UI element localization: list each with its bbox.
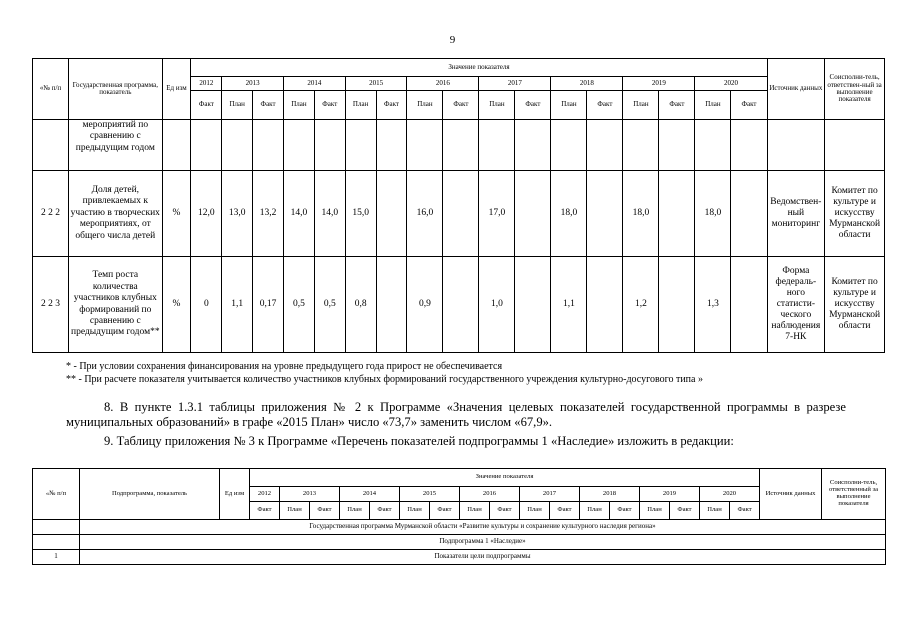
fact-subheader: Факт [659, 91, 695, 120]
value-cell [407, 120, 443, 171]
value-cell: 1,1 [222, 257, 253, 353]
program-row: Государственная программа Мурманской области «Развитие культуры и сохранение культурного наследия региона» [80, 520, 886, 535]
year-header: 2017 [479, 77, 551, 91]
value-cell [515, 257, 551, 353]
plan-subheader: План [345, 91, 376, 120]
value-cell: 15,0 [345, 171, 376, 257]
values-group-header: Значение показателя [191, 59, 767, 77]
row-num: 2 2 2 [33, 171, 69, 257]
row-unit: % [162, 257, 191, 353]
value-cell [623, 120, 659, 171]
value-cell [443, 120, 479, 171]
value-cell: 18,0 [623, 171, 659, 257]
value-cell [551, 120, 587, 171]
col-source-header: Источник данных [767, 59, 825, 120]
footnote-1: * - При условии сохранения финансирования на уровне предыдущего года прирост не обеспечивается [66, 361, 503, 372]
year-header: 2018 [580, 487, 640, 502]
row-num [33, 120, 69, 171]
year-header: 2014 [283, 77, 345, 91]
year-header: 2012 [250, 487, 280, 502]
fact-subheader: Факт [250, 502, 280, 520]
value-cell [376, 257, 407, 353]
value-cell: 1,3 [695, 257, 731, 353]
value-cell [314, 120, 345, 171]
fact-subheader: Факт [376, 91, 407, 120]
year-header: 2020 [695, 77, 767, 91]
plan-subheader: План [222, 91, 253, 120]
plan-subheader: План [623, 91, 659, 120]
values-group-header: Значение показателя [250, 469, 760, 487]
table-row [33, 120, 885, 171]
value-cell: 0,17 [253, 257, 284, 353]
value-cell: 0,5 [283, 257, 314, 353]
row-unit: % [162, 171, 191, 257]
value-cell [515, 171, 551, 257]
value-cell: 13,0 [222, 171, 253, 257]
year-header: 2013 [280, 487, 340, 502]
value-cell: 18,0 [695, 171, 731, 257]
col-executor-header: Соисполни-тель, ответственный за выполнение показателя [822, 469, 886, 520]
fact-subheader: Факт [610, 502, 640, 520]
col-num-header: «№ п/п [33, 469, 80, 520]
col-source-header: Источник данных [760, 469, 822, 520]
value-cell [731, 120, 767, 171]
fact-subheader: Факт [550, 502, 580, 520]
table-row [33, 171, 885, 257]
value-cell [659, 171, 695, 257]
row-name: мероприятий по сравнению с предыдущим годом [69, 120, 163, 171]
value-cell [345, 120, 376, 171]
col-unit-header: Ед изм [162, 59, 191, 120]
empty-cell [33, 520, 80, 535]
value-cell [222, 120, 253, 171]
fact-subheader: Факт [490, 502, 520, 520]
table-row [33, 520, 886, 535]
value-cell [443, 257, 479, 353]
paragraph-9: 9. Таблицу приложения № 3 к Программе «Перечень показателей подпрограммы 1 «Наследие» изложить в редакции: [104, 434, 734, 448]
table-row [33, 550, 886, 565]
plan-subheader: План [400, 502, 430, 520]
value-cell: 0 [191, 257, 222, 353]
fact-subheader: Факт [730, 502, 760, 520]
fact-subheader: Факт [370, 502, 400, 520]
plan-subheader: План [700, 502, 730, 520]
value-cell [443, 171, 479, 257]
table-row [33, 257, 885, 353]
value-cell [587, 120, 623, 171]
value-cell: 0,5 [314, 257, 345, 353]
value-cell: 12,0 [191, 171, 222, 257]
value-cell [191, 120, 222, 171]
value-cell [659, 120, 695, 171]
plan-subheader: План [460, 502, 490, 520]
plan-subheader: План [407, 91, 443, 120]
col-num-header: «№ п/п [33, 59, 69, 120]
year-header: 2016 [460, 487, 520, 502]
plan-subheader: План [283, 91, 314, 120]
row-num: 2 2 3 [33, 257, 69, 353]
plan-subheader: План [695, 91, 731, 120]
row-name: Темп роста количества участников клубных формирований по сравнению с предыдущим годом** [69, 257, 163, 353]
row-name: Доля детей, привлекаемых к участию в творческих мероприятиях, от общего числа детей [69, 171, 163, 257]
value-cell: 0,8 [345, 257, 376, 353]
year-header: 2014 [340, 487, 400, 502]
col-name-header: Государственная программа, показатель [69, 59, 163, 120]
row-executor: Комитет по культуре и искусству Мурманской области [825, 171, 885, 257]
empty-cell [33, 535, 80, 550]
fact-subheader: Факт [587, 91, 623, 120]
fact-subheader: Факт [670, 502, 700, 520]
value-cell [479, 120, 515, 171]
row-unit [162, 120, 191, 171]
value-cell: 1,1 [551, 257, 587, 353]
year-header: 2020 [700, 487, 760, 502]
plan-subheader: План [520, 502, 550, 520]
value-cell: 0,9 [407, 257, 443, 353]
row-executor: Комитет по культуре и искусству Мурманской области [825, 257, 885, 353]
table-row [33, 535, 886, 550]
plan-subheader: План [280, 502, 310, 520]
value-cell: 14,0 [314, 171, 345, 257]
row-source [767, 120, 825, 171]
goal-row: Показатели цели подпрограммы [80, 550, 886, 565]
fact-subheader: Факт [430, 502, 460, 520]
value-cell [695, 120, 731, 171]
value-cell: 14,0 [283, 171, 314, 257]
fact-subheader: Факт [253, 91, 284, 120]
value-cell [515, 120, 551, 171]
value-cell [731, 171, 767, 257]
fact-subheader: Факт [314, 91, 345, 120]
plan-subheader: План [551, 91, 587, 120]
fact-subheader: Факт [191, 91, 222, 120]
plan-subheader: План [640, 502, 670, 520]
footnote-2: ** - При расчете показателя учитывается количество участников клубных формирований государственного учреждения культурно-досугового типа » [66, 374, 703, 385]
indicators-table-2 [32, 468, 886, 565]
fact-subheader: Факт [310, 502, 340, 520]
year-header: 2013 [222, 77, 284, 91]
indicators-table-1 [32, 58, 885, 353]
value-cell [283, 120, 314, 171]
subprogram-row: Подпрограмма 1 «Наследие» [80, 535, 886, 550]
paragraph-8: 8. В пункте 1.3.1 таблицы приложения № 2 к Программе «Значения целевых показателей государственной программы в разрезе муниципальных образований» в графе «2015 План» число «73,7» заменить числом «67,9». [66, 400, 846, 429]
value-cell: 1,0 [479, 257, 515, 353]
value-cell [731, 257, 767, 353]
value-cell: 18,0 [551, 171, 587, 257]
fact-subheader: Факт [515, 91, 551, 120]
page-number: 9 [449, 34, 456, 46]
year-header: 2019 [640, 487, 700, 502]
value-cell: 16,0 [407, 171, 443, 257]
value-cell [587, 171, 623, 257]
value-cell: 17,0 [479, 171, 515, 257]
plan-subheader: План [340, 502, 370, 520]
value-cell [376, 171, 407, 257]
value-cell [376, 120, 407, 171]
year-header: 2015 [345, 77, 407, 91]
value-cell [253, 120, 284, 171]
year-header: 2018 [551, 77, 623, 91]
col-unit-header: Ед изм [220, 469, 250, 520]
col-executor-header: Соисполни-тель, ответствен-ный за выполнение показателя [825, 59, 885, 120]
year-header: 2019 [623, 77, 695, 91]
row-executor [825, 120, 885, 171]
col-name-header: Подпрограмма, показатель [80, 469, 220, 520]
year-header: 2015 [400, 487, 460, 502]
plan-subheader: План [580, 502, 610, 520]
value-cell: 1,2 [623, 257, 659, 353]
row-source: Ведомствен-ный мониторинг [767, 171, 825, 257]
value-cell: 13,2 [253, 171, 284, 257]
year-header: 2012 [191, 77, 222, 91]
plan-subheader: План [479, 91, 515, 120]
fact-subheader: Факт [731, 91, 767, 120]
footnotes [66, 360, 703, 386]
fact-subheader: Факт [443, 91, 479, 120]
year-header: 2017 [520, 487, 580, 502]
value-cell [587, 257, 623, 353]
row-source: Форма федераль-ного статисти-ческого наблюдения 7-НК [767, 257, 825, 353]
value-cell [659, 257, 695, 353]
goal-num: 1 [33, 550, 80, 565]
year-header: 2016 [407, 77, 479, 91]
